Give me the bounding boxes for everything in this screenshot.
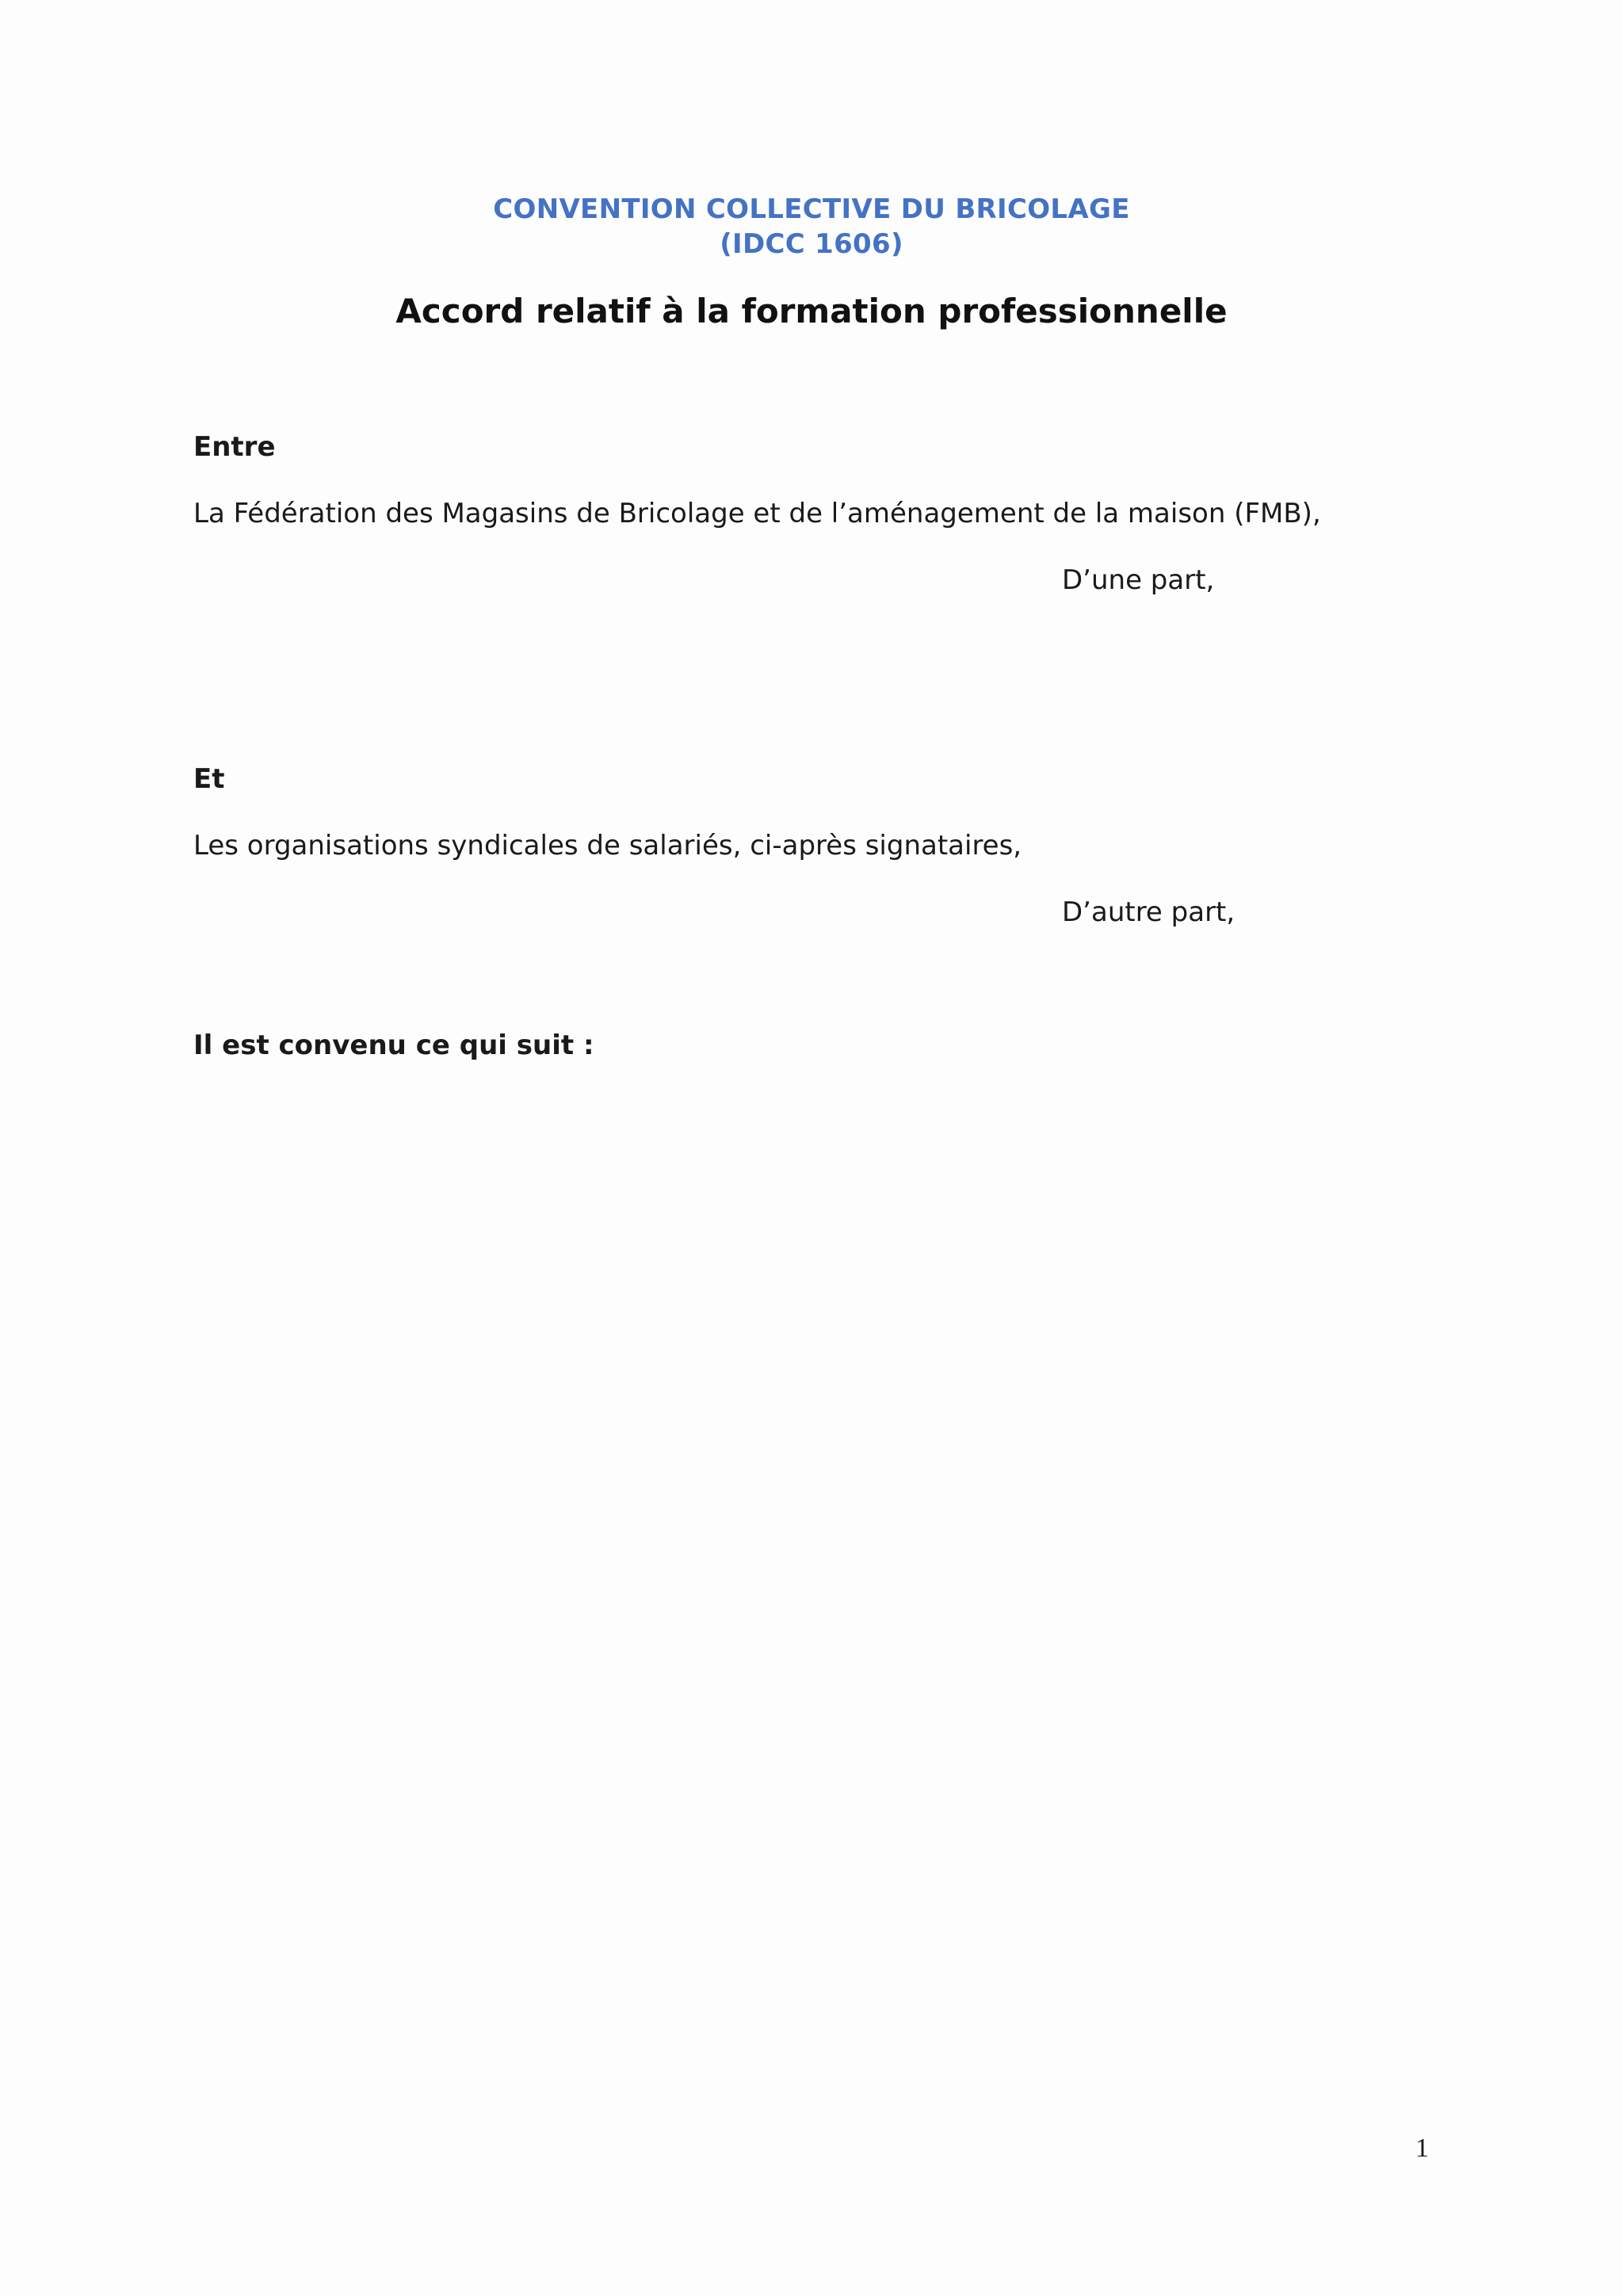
party-unions-suffix: D’autre part, — [1062, 896, 1235, 928]
party-employer: La Fédération des Magasins de Bricolage et de l’aménagement de la maison (FMB), — [193, 498, 1321, 529]
page-number: 1 — [1415, 2134, 1429, 2163]
party-unions: Les organisations syndicales de salariés, ci-après signataires, — [193, 830, 1022, 861]
party-employer-suffix: D’une part, — [1062, 564, 1215, 596]
idcc-number: (IDCC 1606) — [720, 228, 903, 260]
convention-title: CONVENTION COLLECTIVE DU BRICOLAGE — [493, 193, 1130, 225]
agreement-title: Accord relatif à la formation professionnelle — [395, 292, 1228, 330]
agreement-statement: Il est convenu ce qui suit : — [193, 1030, 594, 1061]
et-label: Et — [193, 763, 225, 795]
entre-label: Entre — [193, 431, 276, 463]
